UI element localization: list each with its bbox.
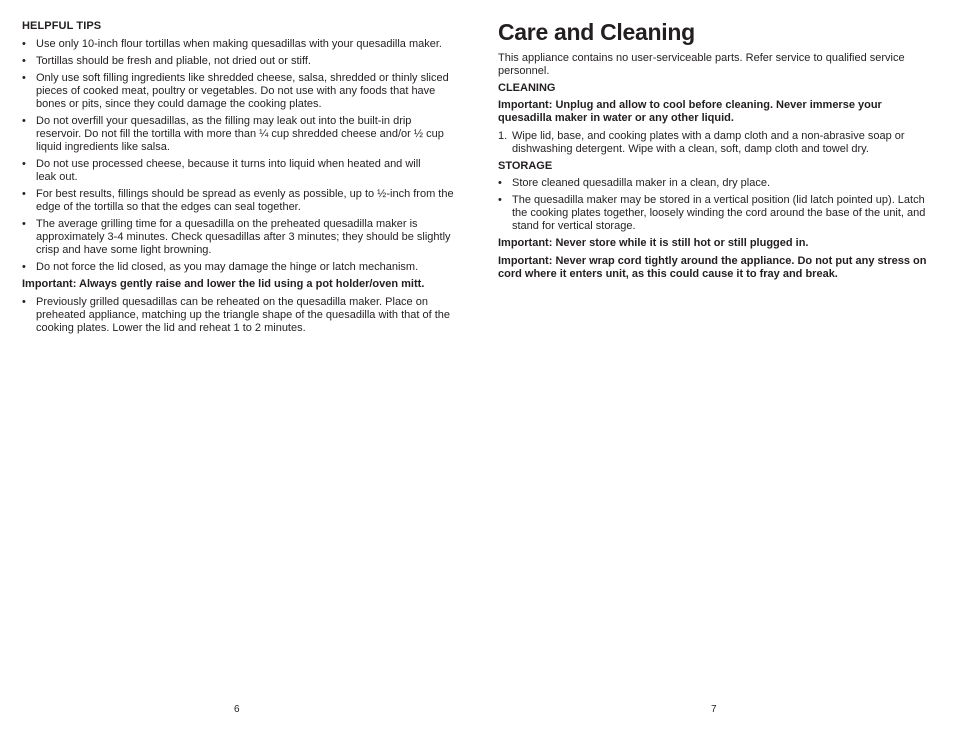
- tip-text: Do not force the lid closed, as you may damage the hinge or latch mechanism.: [36, 261, 419, 273]
- list-item: [22, 55, 454, 68]
- list-item: [22, 115, 454, 154]
- list-item: [22, 261, 454, 274]
- tip-text: Tortillas should be fresh and pliable, not dried out or stiff.: [36, 55, 311, 67]
- page-title: Care and Cleaning: [498, 19, 695, 45]
- list-item: [22, 158, 454, 184]
- bullet-marker: •: [22, 218, 26, 230]
- list-item: [22, 218, 454, 257]
- bullet-marker: •: [22, 115, 26, 127]
- tip-text: Only use soft filling ingredients like shredded cheese, salsa, shredded or thinly sliced pieces of cooked meat, poultry or vegetables. Do not use with any foods that have bones or pits, since they could damage the cooking plates.: [36, 72, 449, 110]
- tip-text: Do not use processed cheese, because it turns into liquid when heated and will leak out.: [36, 158, 421, 183]
- reheat-tips-list: [22, 296, 454, 335]
- bullet-marker: •: [498, 177, 502, 189]
- list-item: [498, 194, 930, 233]
- storage-important-note-2: Important: Never wrap cord tightly around the appliance. Do not put any stress on cord where it enters unit, as this could cause it to fray and break.: [498, 255, 927, 280]
- tip-text: The average grilling time for a quesadilla on the preheated quesadilla maker is approximately 3-4 minutes. Check quesadillas after 3 minutes; they should be slightly crisp and have some light browning.: [36, 218, 451, 256]
- list-item: [22, 38, 454, 51]
- bullet-marker: •: [22, 188, 26, 200]
- list-item: [22, 296, 454, 335]
- tip-text: For best results, fillings should be spread as evenly as possible, up to ½-inch from the edge of the tortilla so that the edges can seal together.: [36, 188, 454, 213]
- helpful-tips-list: [22, 38, 454, 274]
- bullet-marker: •: [22, 55, 26, 67]
- storage-text: The quesadilla maker may be stored in a vertical position (lid latch pointed up). Latch the cooking plates together, loosely winding the cord around the base of the unit, and stand for vertical storage.: [512, 194, 926, 232]
- bullet-marker: •: [22, 296, 26, 308]
- storage-text: Store cleaned quesadilla maker in a clean, dry place.: [512, 177, 771, 189]
- list-item: [498, 177, 930, 190]
- list-item: [22, 72, 454, 111]
- page-number-left: 6: [234, 704, 240, 715]
- left-page: [22, 20, 454, 339]
- list-item: [498, 130, 930, 156]
- cleaning-important-note: Important: Unplug and allow to cool before cleaning. Never immerse your quesadilla maker in water or any other liquid.: [498, 99, 882, 124]
- tip-text: Previously grilled quesadillas can be reheated on the quesadilla maker. Place on preheated appliance, matching up the triangle shape of the quesadilla with that of the cooking plates. Lower the lid and reheat 1 to 2 minutes.: [36, 296, 451, 334]
- step-number: 1.: [498, 130, 508, 142]
- bullet-marker: •: [22, 261, 26, 273]
- storage-list: [498, 177, 930, 233]
- bullet-marker: •: [22, 72, 26, 84]
- lid-important-note: Important: Always gently raise and lower the lid using a pot holder/oven mitt.: [22, 278, 425, 290]
- helpful-tips-heading: HELPFUL TIPS: [22, 20, 102, 32]
- bullet-marker: •: [498, 194, 502, 206]
- list-item: [22, 188, 454, 214]
- bullet-marker: •: [22, 38, 26, 50]
- tip-text: Use only 10-inch flour tortillas when making quesadillas with your quesadilla maker.: [36, 38, 442, 50]
- bullet-marker: •: [22, 158, 26, 170]
- intro-paragraph: This appliance contains no user-serviceable parts. Refer service to qualified service personnel.: [498, 52, 905, 77]
- cleaning-heading: CLEANING: [498, 82, 556, 94]
- right-page: [498, 18, 930, 286]
- storage-heading: STORAGE: [498, 160, 553, 172]
- step-text: Wipe lid, base, and cooking plates with a damp cloth and a non-abrasive soap or dishwashing detergent. Wipe with a clean, soft, damp cloth and towel dry.: [512, 130, 905, 155]
- storage-important-note-1: Important: Never store while it is still hot or still plugged in.: [498, 237, 809, 249]
- page-number-right: 7: [711, 704, 717, 715]
- tip-text: Do not overfill your quesadillas, as the filling may leak out into the built-in drip reservoir. Do not fill the tortilla with more than ¼ cup shredded cheese and/or ½ cup liquid ingredients like salsa.: [36, 115, 444, 153]
- cleaning-steps-list: [498, 130, 930, 156]
